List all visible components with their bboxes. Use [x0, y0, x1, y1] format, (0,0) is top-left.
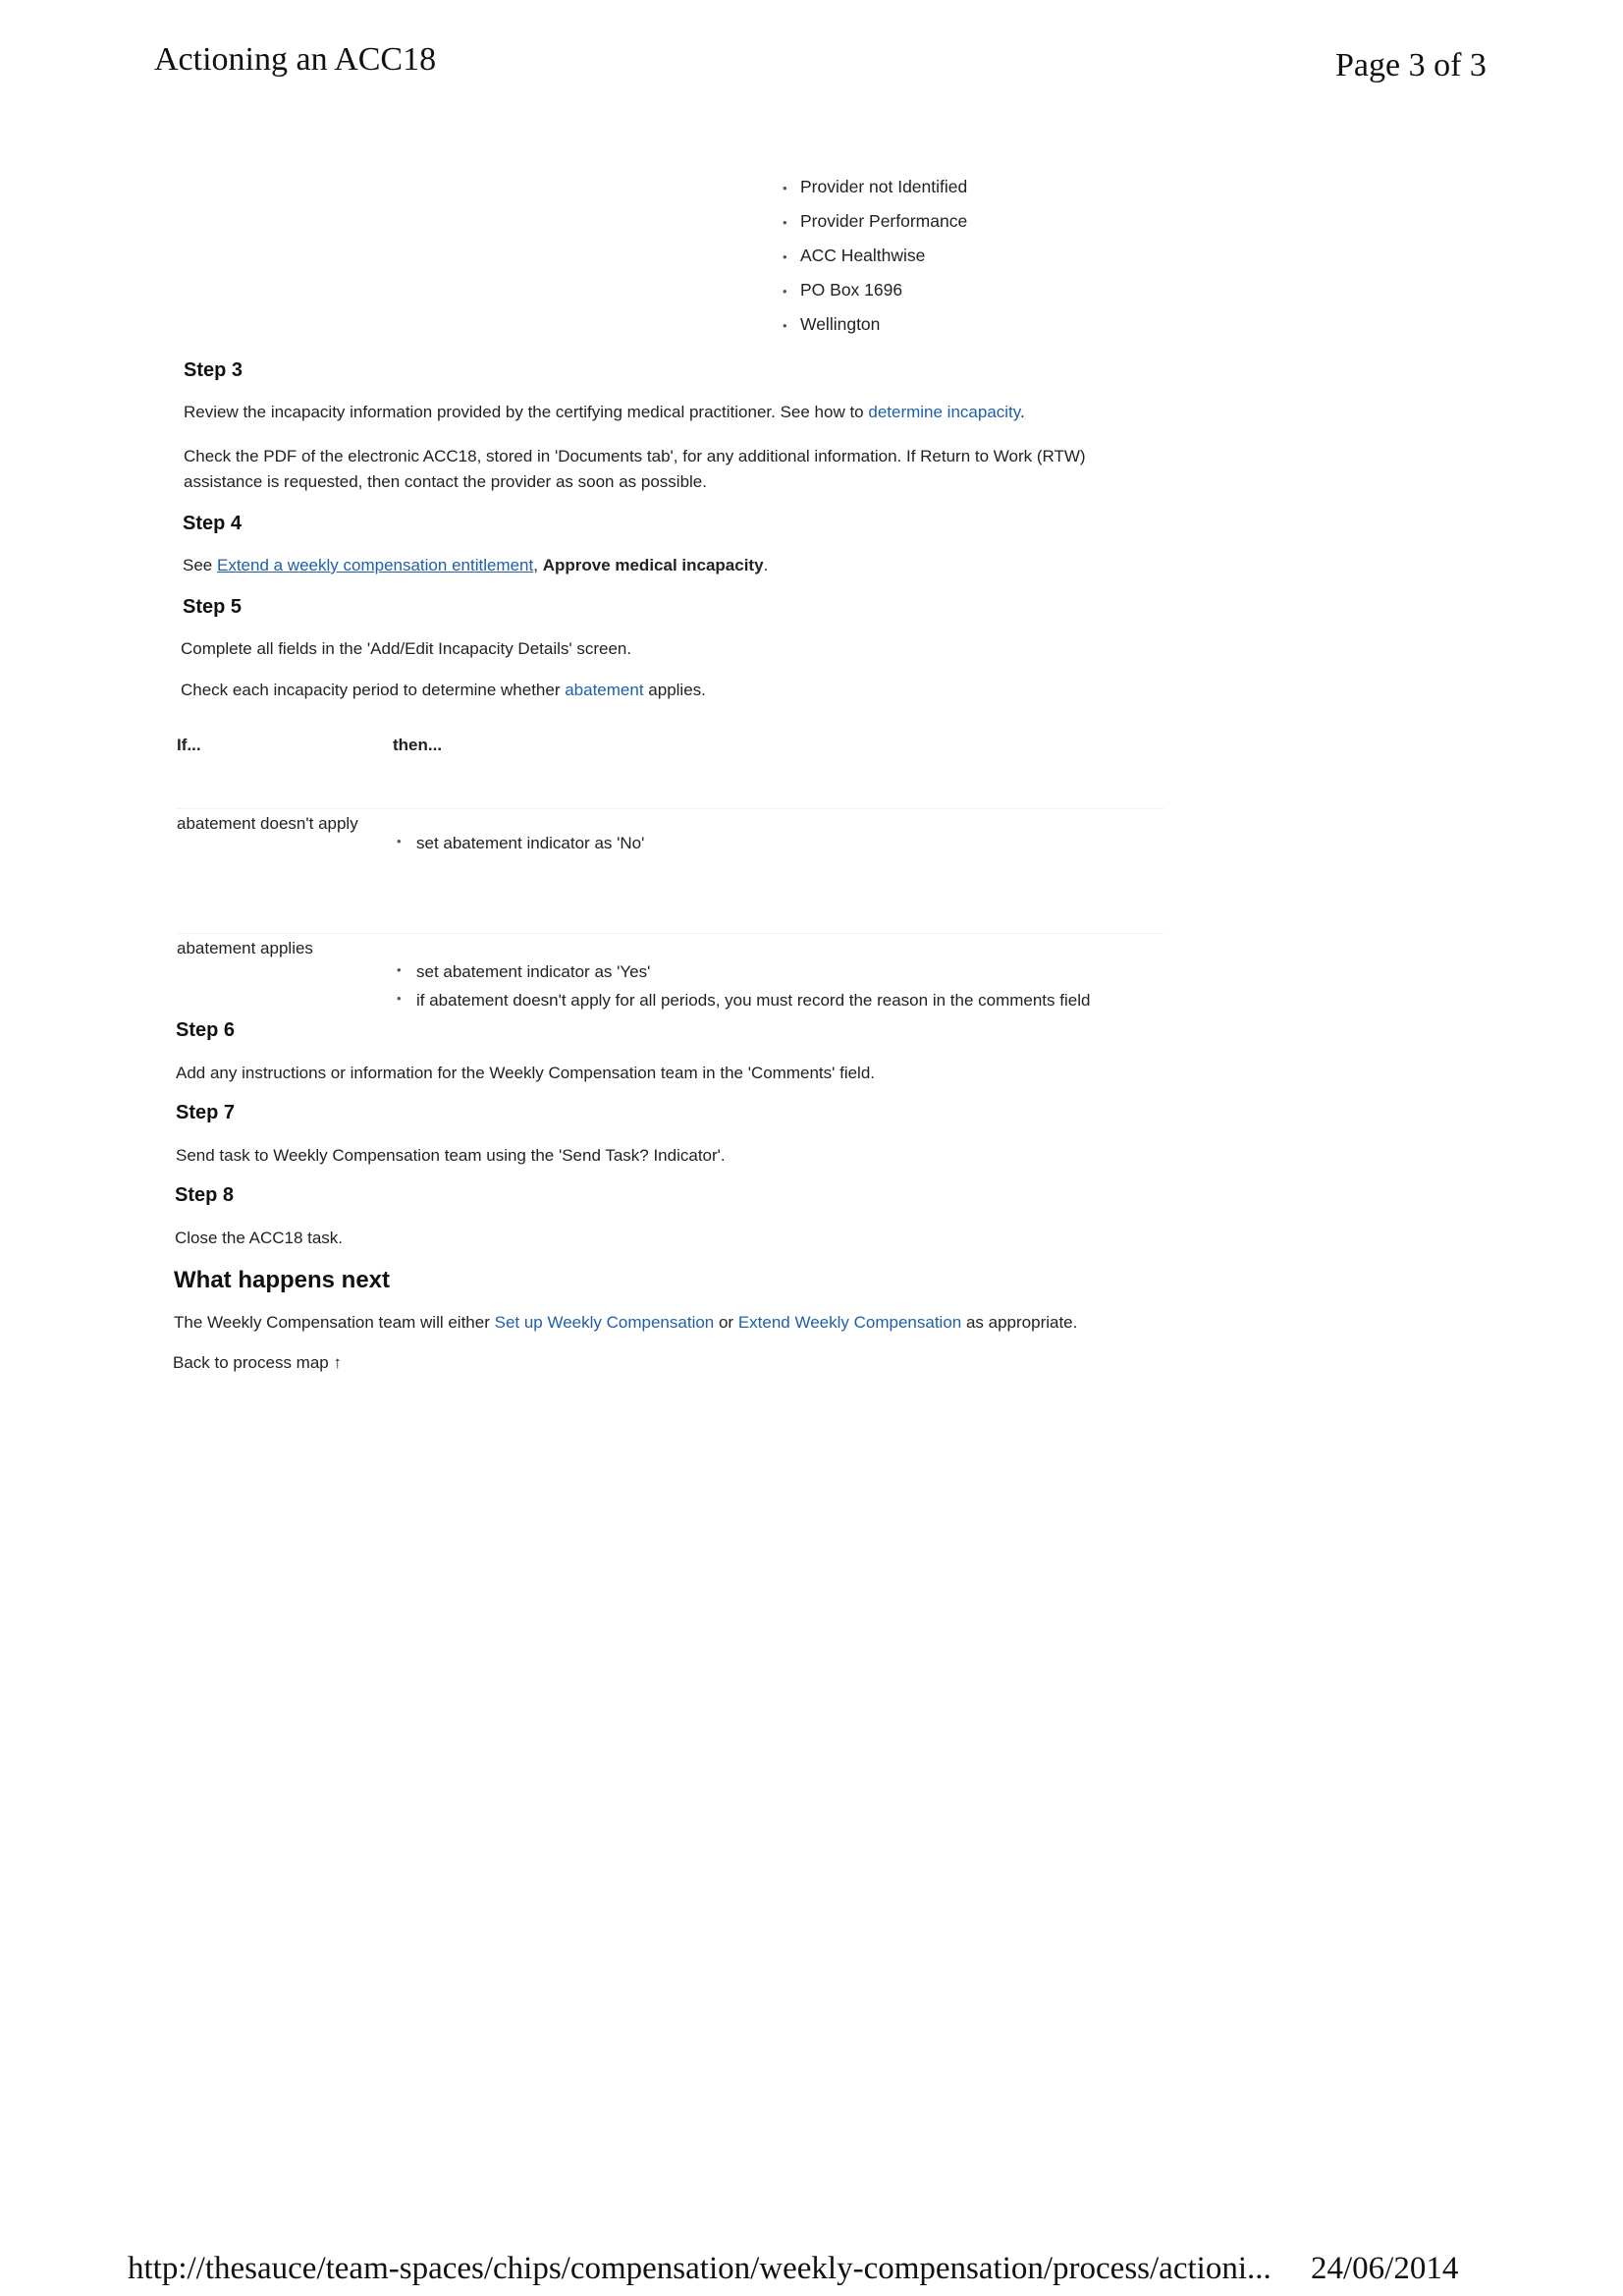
step-7-heading: Step 7	[176, 1102, 236, 1123]
condition-cell: abatement doesn't apply	[177, 809, 393, 934]
list-item: • set abatement indicator as 'No'	[393, 835, 1164, 853]
list-item: • Provider Performance	[783, 206, 967, 241]
step-6-heading: Step 6	[176, 1019, 236, 1041]
list-item: • PO Box 1696	[783, 275, 967, 309]
step-8-heading: Step 8	[175, 1184, 235, 1206]
abatement-table	[177, 720, 1164, 1077]
table-header-row	[177, 720, 1164, 809]
step-7-paragraph: Send task to Weekly Compensation team using the 'Send Task? Indicator'.	[176, 1146, 726, 1165]
extend-weekly-compensation-entitlement-link[interactable]: Extend a weekly compensation entitlement	[216, 556, 534, 574]
abatement-link[interactable]: abatement	[565, 681, 644, 699]
determine-incapacity-link[interactable]: determine incapacity	[868, 403, 1021, 421]
footer-date: 24/06/2014	[1311, 2251, 1459, 2286]
list-item: • set abatement indicator as 'Yes'	[393, 963, 1100, 982]
table-row	[177, 809, 1164, 934]
column-header-then: then...	[393, 736, 443, 754]
list-item: • Wellington	[783, 309, 967, 344]
footer-url: http://thesauce/team-spaces/chips/compensation/weekly-compensation/process/actioni...	[128, 2251, 1271, 2286]
step-4-paragraph: See Extend a weekly compensation entitlement, Approve medical incapacity.	[183, 556, 769, 574]
page-number: Page 3 of 3	[1335, 47, 1487, 83]
back-to-process-map-link[interactable]: Back to process map ↑	[173, 1353, 342, 1372]
step-4-heading: Step 4	[183, 513, 243, 534]
document-title: Actioning an ACC18	[154, 41, 437, 78]
set-up-weekly-compensation-link[interactable]: Set up Weekly Compensation	[494, 1313, 715, 1332]
column-header-if: If...	[177, 736, 201, 754]
extend-weekly-compensation-link[interactable]: Extend Weekly Compensation	[737, 1313, 962, 1332]
list-item: • ACC Healthwise	[783, 241, 967, 275]
what-happens-next-heading: What happens next	[174, 1267, 391, 1293]
step-5-paragraph-1: Complete all fields in the 'Add/Edit Incapacity Details' screen.	[181, 639, 632, 658]
step-6-paragraph: Add any instructions or information for the Weekly Compensation team in the 'Comments' field.	[176, 1064, 876, 1082]
step-3-paragraph-1: Review the incapacity information provided by the certifying medical practitioner. See how to determine incapacity.	[184, 403, 1025, 421]
action-cell	[393, 809, 1164, 934]
list-item: • Provider not Identified	[783, 172, 967, 206]
step-3-paragraph-2: Check the PDF of the electronic ACC18, stored in 'Documents tab', for any additional information. If Return to Work (RTW) assistance is requested, then contact the provider as soon as possible.	[184, 447, 1086, 491]
list-item: • if abatement doesn't apply for all periods, you must record the reason in the comments field	[393, 992, 1100, 1011]
address-list	[783, 172, 967, 344]
step-5-heading: Step 5	[183, 596, 243, 618]
table-row	[177, 934, 1164, 1078]
step-8-paragraph: Close the ACC18 task.	[175, 1229, 344, 1247]
condition-cell: abatement applies	[177, 934, 393, 1078]
step-3-heading: Step 3	[184, 359, 243, 381]
step-5-paragraph-2: Check each incapacity period to determine whether abatement applies.	[181, 681, 706, 699]
what-happens-next-paragraph: The Weekly Compensation team will either Set up Weekly Compensation or Extend Weekly Compensation as appropriate.	[174, 1313, 1078, 1332]
action-cell	[393, 934, 1164, 1078]
